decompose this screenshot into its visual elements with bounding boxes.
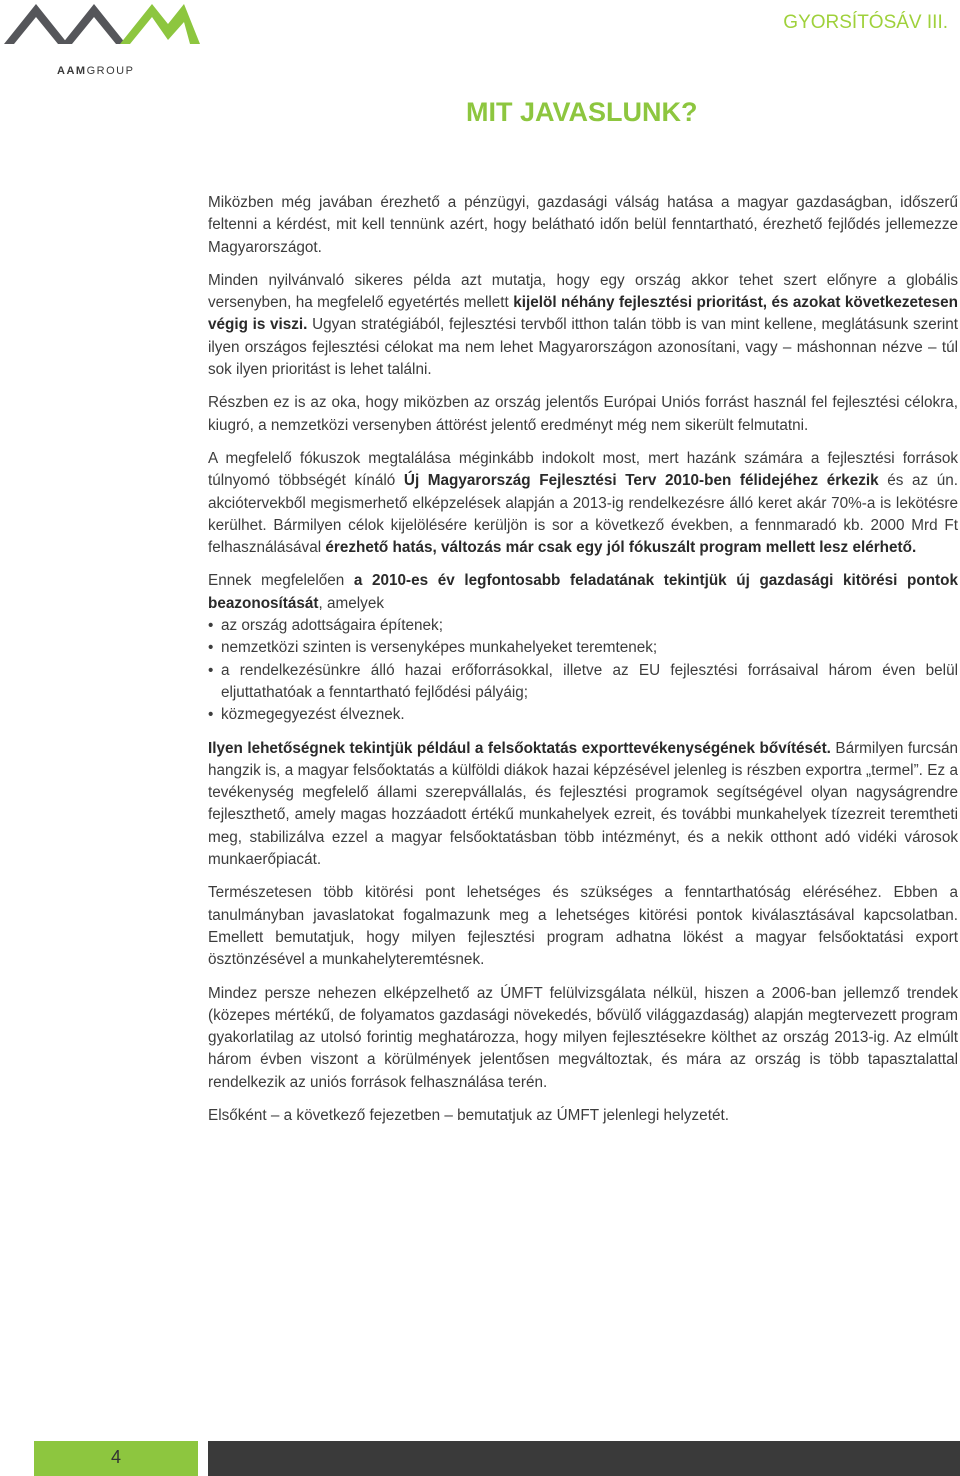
- footer-bar: [208, 1441, 960, 1476]
- paragraph-emphasis: Új Magyarország Fejlesztési Terv 2010-ben félidejéhez érkezik: [403, 472, 879, 490]
- paragraph-text: , amelyek: [318, 594, 384, 612]
- paragraph: Elsőként – a következő fejezetben – bemutatjuk az ÚMFT jelenlegi helyzetét.: [208, 1106, 729, 1124]
- brand-name: [57, 65, 134, 77]
- page-number: 4: [110, 1447, 121, 1467]
- paragraph: [208, 448, 958, 559]
- paragraph: [208, 570, 958, 615]
- bullet-item: • nemzetközi szinten is versenyképes munkahelyeket teremtenek;: [208, 637, 958, 659]
- bullet-item: • a rendelkezésünkre álló hazai erőforrásokkal, illetve az EU fejlesztési forrásaival három éven belül eljuttathatóak a fenntartható fejlődési pályáig;: [208, 660, 958, 705]
- bullet-list: [208, 615, 958, 726]
- paragraph-text: A megfelelő fókuszok megtalálása méginkább indokolt most, mert hazánk számára a fejlesztési források túlnyomó többségét kínáló: [208, 449, 958, 490]
- paragraph-emphasis: érezhető hatás, változás már csak egy jól fókuszált program mellett lesz elérhető.: [325, 539, 917, 557]
- brand-name-bold: AAM: [57, 65, 87, 77]
- section-label: GYORSÍTÓSÁV III.: [783, 12, 948, 33]
- paragraph: Miközben még javában érezhető a pénzügyi, gazdasági válság hatása a magyar gazdaságban, időszerű feltenni a kérdést, mit kell tennünk azért, hogy belátható időn belül fenntartható, érezhető fejlődés jellemezze Magyarországot.: [208, 194, 958, 256]
- main-content: [208, 192, 958, 1138]
- aam-logo-mark: [4, 0, 200, 60]
- brand-suffix: GROUP: [86, 65, 135, 77]
- page-number-box: [34, 1441, 198, 1476]
- paragraph: [208, 270, 958, 381]
- paragraph-text: Minden nyilvánvaló sikeres példa azt mutatja, hogy egy ország akkor tehet szert előnyre a globális versenyben, ha megfelelő egyetértés mellett: [208, 271, 958, 312]
- paragraph-emphasis: a 2010-es év legfontosabb feladatának tekintjük új gazdasági kitörési pontok beazonosítását: [208, 572, 959, 612]
- paragraph: Természetesen több kitörési pont lehetséges és szükséges a fenntarthatóság eléréséhez. Ebben a tanulmányban javaslatokat fogalmazunk meg a lehetséges kitörési pontok kiválasztásával kapcsolatban. Emellett bemutatjuk, hogy milyen fejlesztési program adhatna lökést a magyar felsőoktatási export ösztönzésével a munkahelyteremtésnek.: [208, 884, 958, 969]
- paragraph-emphasis: Ilyen lehetőségnek tekintjük például a felsőoktatás exporttevékenységének bővítését.: [208, 739, 831, 757]
- paragraph-emphasis: kijelöl néhány fejlesztési prioritást, és azokat következetesen végig is viszi.: [208, 294, 958, 334]
- paragraph: Részben ez is az oka, hogy miközben az ország jelentős Európai Uniós forrást használ fel fejlesztési célokra, kiugró, a nemzetközi versenyben áttörést jelentő eredményt még nem sikerült felmutatni.: [208, 394, 958, 434]
- paragraph: [208, 738, 958, 872]
- paragraph-text: Ugyan stratégiából, fejlesztési tervből itthon talán több is van mint kellene, meglátásunk szerint ilyen országos fejlesztési célokat ma nem lehet Magyarországon azonosítani, vagy – máshonnan nézve – túl sok ilyen prioritást is lehet találni.: [208, 316, 958, 379]
- paragraph-text: és az ún. akciótervekből megismerhető elképzelések alapján a 2013-ig rendelkezésre álló keret akár 70%-a is lekötésre kerülhet. Bármilyen célok kijelölésére kerüljön is sor a következő években, a fennmaradó kb. 2000 Mrd Ft felhasználásával: [208, 472, 959, 557]
- paragraph: Mindez persze nehezen elképzelhető az ÚMFT felülvizsgálata nélkül, hiszen a 2006-ban jellemző trendek (közepes mértékű, de folyamatos gazdasági növekedés, bővülő világgazdaság) alapján megtervezett program gyakorlatilag az utolsó forintig meghatározza, hogy milyen fejlesztésekre költhet az ország 2013-ig. Az elmúlt három évben viszont a körülmények jelentősen megváltoztak, és mára az ország is több tapasztalattal rendelkezik az uniós források felhasználása terén.: [208, 984, 958, 1091]
- paragraph-text: Bármilyen furcsán hangzik is, a magyar felsőoktatás a külföldi diákok hazai képzésével jelenleg is részben exportra „termel”. Ez a tevékenység megfelelő állami szerepvállalás, és fejlesztési programok segítségével olyan nagyságrendre fejleszthető, amely magas hozzáadott értékű munkahelyek ezreit, és további munkahelyek tízezreit teremtheti meg, stabilizálva ezzel a magyar felsőoktatásban több intézményt, és a nekik otthont adó vidéki városok munkaerőpiacát.: [208, 739, 959, 869]
- bullet-item: • közmegegyezést élveznek.: [208, 704, 958, 726]
- aam-logo: [4, 0, 200, 60]
- bullet-item: • az ország adottságaira építenek;: [208, 615, 958, 637]
- paragraph-text: Ennek megfelelően: [208, 572, 354, 590]
- page-title: MIT JAVASLUNK?: [466, 97, 698, 127]
